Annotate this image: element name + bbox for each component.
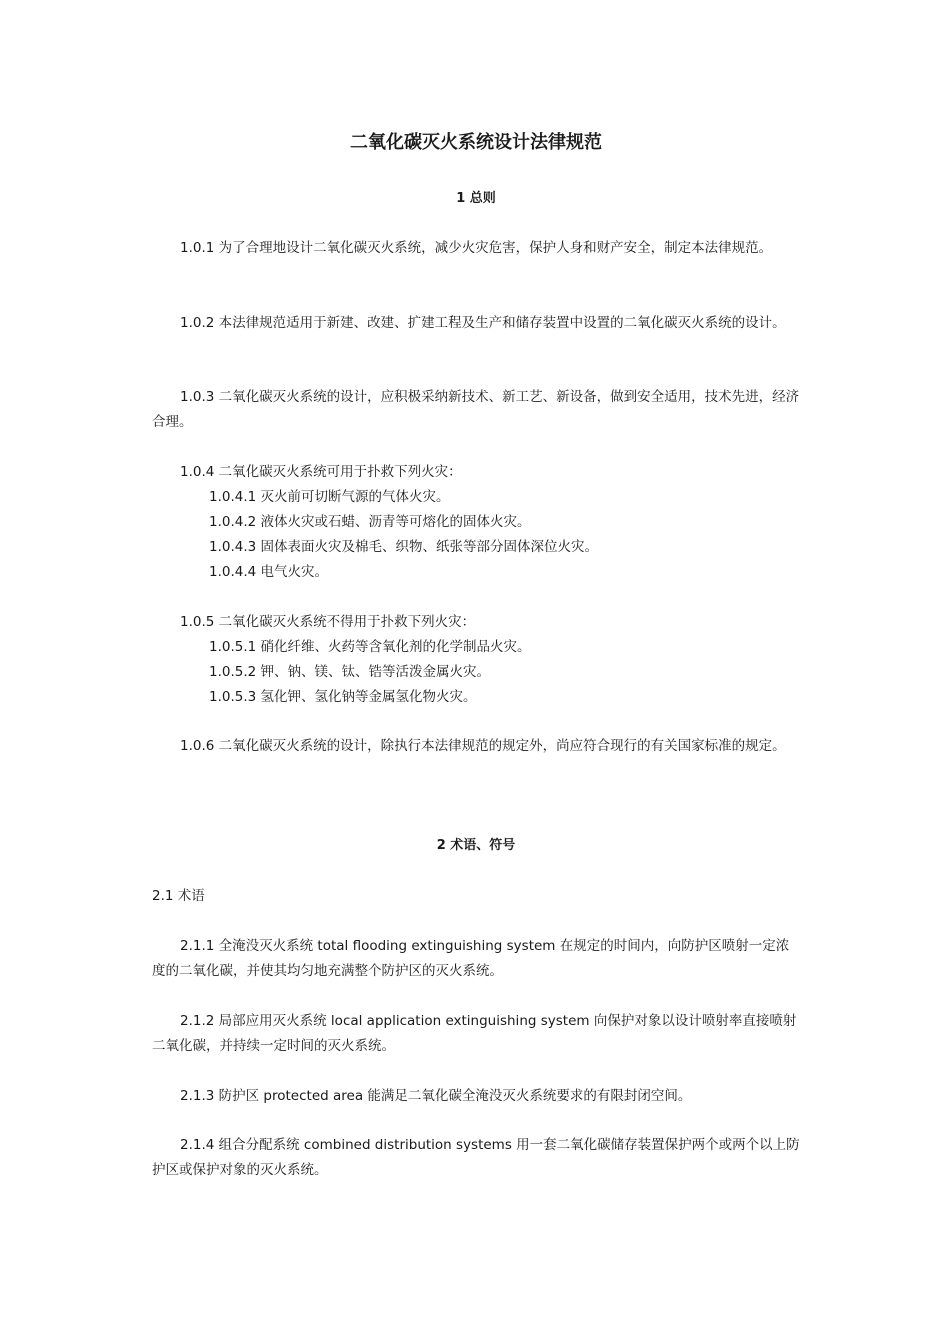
clause-2-1-1: 2.1.1 全淹没灭火系统 total flooding extinguishing system 在规定的时间内，向防护区喷射一定浓度的二氧化碳，并使其均匀地充满整个防护区的灭火系统。 bbox=[152, 938, 790, 979]
clause-1-0-1: 1.0.1 为了合理地设计二氧化碳灭火系统，减少火灾危害，保护人身和财产安全，制定本法律规范。 bbox=[180, 240, 773, 256]
clause-2-1-2: 2.1.2 局部应用灭火系统 local application extinguishing system 向保护对象以设计喷射率直接喷射二氧化碳，并持续一定时间的灭火系统。 bbox=[152, 1013, 797, 1054]
document-title: 二氧化碳灭火系统设计法律规范 bbox=[350, 132, 602, 153]
clause-1-0-5-1: 1.0.5.1 硝化纤维、火药等含氧化剂的化学制品火灾。 bbox=[209, 639, 531, 655]
clause-1-0-4-1: 1.0.4.1 灭火前可切断气源的气体火灾。 bbox=[209, 489, 450, 505]
section-2-heading: 2 术语、符号 bbox=[436, 838, 516, 853]
clause-2-1-3: 2.1.3 防护区 protected area 能满足二氧化碳全淹没灭火系统要求的有限封闭空间。 bbox=[180, 1088, 692, 1104]
clause-1-0-5-3: 1.0.5.3 氢化钾、氢化钠等金属氢化物火灾。 bbox=[209, 689, 477, 705]
clause-2-1-4: 2.1.4 组合分配系统 combined distribution systems 用一套二氧化碳储存装置保护两个或两个以上防护区或保护对象的灭火系统。 bbox=[152, 1137, 800, 1178]
clause-1-0-4-4: 1.0.4.4 电气火灾。 bbox=[209, 564, 329, 580]
clause-1-0-4-3: 1.0.4.3 固体表面火灾及棉毛、织物、纸张等部分固体深位火灾。 bbox=[209, 539, 599, 555]
clause-1-0-5-2: 1.0.5.2 钾、钠、镁、钛、锆等活泼金属火灾。 bbox=[209, 664, 491, 680]
subsection-2-1-heading: 2.1 术语 bbox=[152, 888, 205, 904]
clause-1-0-4-2: 1.0.4.2 液体火灾或石蜡、沥青等可熔化的固体火灾。 bbox=[209, 514, 531, 530]
clause-1-0-4: 1.0.4 二氧化碳灭火系统可用于扑救下列火灾： bbox=[180, 464, 462, 480]
section-1-heading: 1 总则 bbox=[456, 191, 496, 206]
clause-1-0-5: 1.0.5 二氧化碳灭火系统不得用于扑救下列火灾： bbox=[180, 614, 476, 630]
clause-1-0-2: 1.0.2 本法律规范适用于新建、改建、扩建工程及生产和储存装置中设置的二氧化碳灭火系统的设计。 bbox=[180, 315, 786, 331]
clause-1-0-3: 1.0.3 二氧化碳灭火系统的设计，应积极采纳新技术、新工艺、新设备，做到安全适用，技术先进，经济合理。 bbox=[152, 389, 800, 430]
clause-1-0-6: 1.0.6 二氧化碳灭火系统的设计，除执行本法律规范的规定外，尚应符合现行的有关国家标准的规定。 bbox=[180, 738, 786, 754]
